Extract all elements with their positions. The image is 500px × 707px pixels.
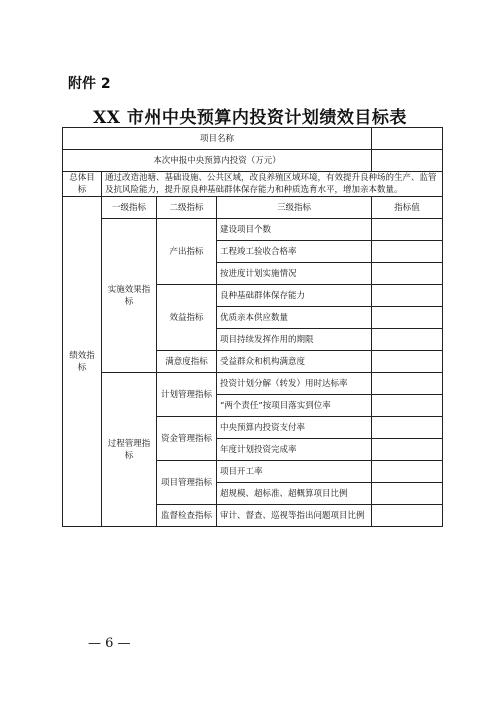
level3-indicator: 超规模、超标准、超概算项目比例 <box>217 483 372 505</box>
indicator-value-cell[interactable] <box>372 285 443 307</box>
level2-indicator: 效益指标 <box>157 285 217 351</box>
indicator-header-row <box>63 197 443 219</box>
indicator-value-cell[interactable] <box>372 373 443 395</box>
indicator-value-cell[interactable] <box>372 439 443 461</box>
level2-indicator: 项目管理指标 <box>157 461 217 505</box>
performance-goal-table <box>62 127 443 527</box>
project-name-value[interactable] <box>372 128 443 150</box>
level3-indicator: 建设项目个数 <box>217 219 372 241</box>
overall-goal-text: 通过改造池塘、基础设施、公共区域，改良养殖区域环境，有效提升良种场的生产、监管及抗风险能力，提升原良种基础群体保存能力和种质选育水平，增加亲本数量。 <box>102 172 443 197</box>
level3-indicator: 投资计划分解（转发）用时达标率 <box>217 373 372 395</box>
level3-indicator: 优质亲本供应数量 <box>217 307 372 329</box>
header-level1: 一级指标 <box>102 197 157 219</box>
level2-indicator: 资金管理指标 <box>157 417 217 461</box>
indicator-value-cell[interactable] <box>372 329 443 351</box>
indicator-value-cell[interactable] <box>372 417 443 439</box>
indicator-row <box>63 373 443 395</box>
overall-goal-label: 总体目标 <box>63 172 102 197</box>
indicator-value-cell[interactable] <box>372 505 443 527</box>
investment-value[interactable] <box>372 150 443 172</box>
level2-indicator: 产出指标 <box>157 219 217 285</box>
level1-indicator: 过程管理指标 <box>102 373 157 527</box>
indicator-value-cell[interactable] <box>372 351 443 373</box>
level3-indicator: 良种基础群体保存能力 <box>217 285 372 307</box>
level3-indicator: 工程竣工验收合格率 <box>217 241 372 263</box>
indicator-value-cell[interactable] <box>372 483 443 505</box>
level3-indicator: 按进度计划实施情况 <box>217 263 372 285</box>
performance-indicator-label: 绩效指标 <box>63 197 102 527</box>
level3-indicator: 年度计划投资完成率 <box>217 439 372 461</box>
investment-row <box>63 150 443 172</box>
level2-indicator: 监督检查指标 <box>157 505 217 527</box>
level3-indicator: 审计、督查、巡视等指出问题项目比例 <box>217 505 372 527</box>
overall-goal-row <box>63 172 443 197</box>
project-name-label: 项目名称 <box>63 128 372 150</box>
level3-indicator: 项目开工率 <box>217 461 372 483</box>
level3-indicator: 项目持续发挥作用的期限 <box>217 329 372 351</box>
indicator-value-cell[interactable] <box>372 307 443 329</box>
indicator-value-cell[interactable] <box>372 263 443 285</box>
attachment-label: 附件 2 <box>68 76 111 92</box>
indicator-value-cell[interactable] <box>372 461 443 483</box>
page-number: — 6 — <box>88 636 131 651</box>
indicator-value-cell[interactable] <box>372 241 443 263</box>
level1-indicator: 实施效果指标 <box>102 219 157 373</box>
indicator-value-cell[interactable] <box>372 395 443 417</box>
document-title: XX 市州中央预算内投资计划绩效目标表 <box>93 108 407 128</box>
indicator-row <box>63 219 443 241</box>
investment-label: 本次申报中央预算内投资（万元） <box>63 150 372 172</box>
header-level3: 三级指标 <box>217 197 372 219</box>
header-level2: 二级指标 <box>157 197 217 219</box>
level2-indicator: 计划管理指标 <box>157 373 217 417</box>
indicator-value-cell[interactable] <box>372 219 443 241</box>
level3-indicator: 受益群众和机构满意度 <box>217 351 372 373</box>
level3-indicator: “两个责任”按项目落实到位率 <box>217 395 372 417</box>
level2-indicator: 满意度指标 <box>157 351 217 373</box>
level3-indicator: 中央预算内投资支付率 <box>217 417 372 439</box>
project-name-row <box>63 128 443 150</box>
header-value: 指标值 <box>372 197 443 219</box>
